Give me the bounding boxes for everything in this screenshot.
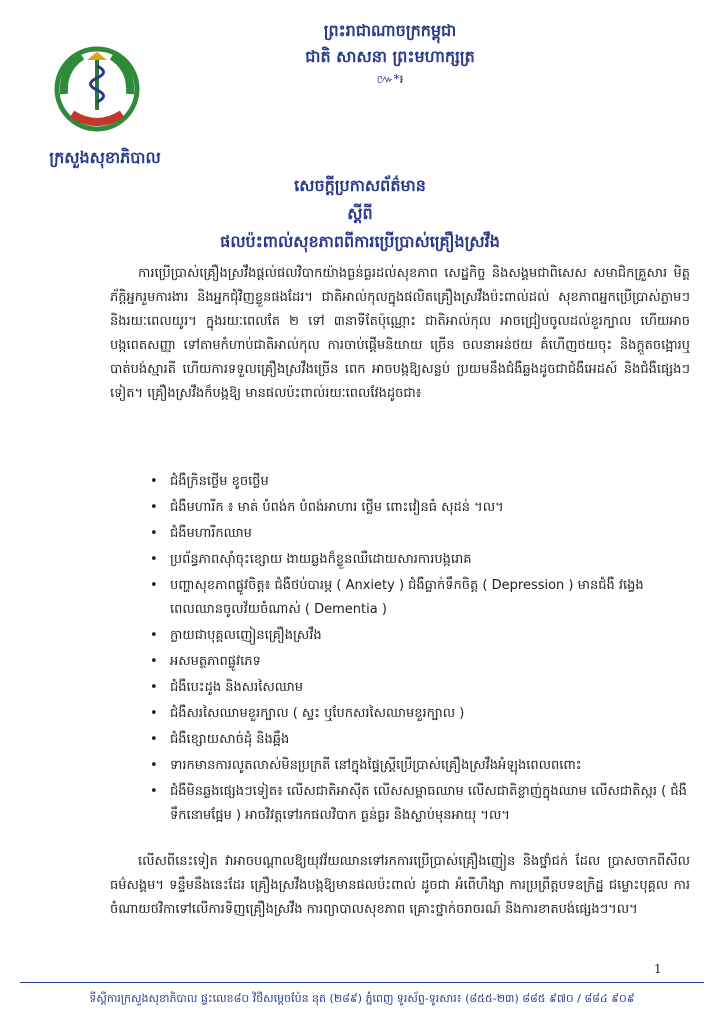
closing-paragraph — [110, 850, 690, 922]
header-ornament: ៚*៛ — [376, 72, 404, 86]
ministry-name: ក្រសួងសុខាភិបាល — [49, 148, 161, 167]
intro-paragraph — [110, 262, 690, 406]
list-item: • ជំងឺខ្សោយសាច់ដុំ និងឆ្អឹង — [150, 728, 690, 752]
list-item: • ជំងឺក្រិនថ្លើម ខូចថ្លើម — [150, 470, 690, 494]
list-item: • ប្រព័ន្ធភាពស៊ាំចុះខ្សោយ ងាយឆ្លងក៏ខ្លួនឈឺដោយសារការបង្ករោគ — [150, 548, 690, 572]
list-item: • ជំងឺសរសៃឈាមខួរក្បាល ( ស្ទះ ឬបែកសរសៃឈាមខួរក្បាល ) — [150, 702, 690, 726]
title-line-1: សេចក្ដីប្រកាសព័ត៌មាន — [294, 176, 426, 195]
ministry-logo-icon — [52, 44, 142, 134]
intro-text: ការប្រើប្រាស់គ្រឿងស្រវឹងផ្ដល់ផលវិបាកយ៉ាងធ្ងន់ធ្ងរដល់សុខភាព សេដ្ឋកិច្ច និងសង្គមជាពិសេស សមាជិកគ្រួសារ មិត្តភ័ក្តិអ្នករួមការងារ និងអ្នកជុំវិញខ្លួនផងដែរ។ ជាតិអាល់កុលក្នុងផលិតគ្រឿងស្រវឹងប៉ះពាល់ដល់ សុខភាពអ្នកប្រើប្រាស់ភ្លាមៗ និងរយៈពេលយូរ។ ក្នុងរយៈពេលតែ ២ ទៅ ៣នាទីតែប៉ុណ្ណោះ ជាតិអាល់កុល អាចជ្រៀបចូលដល់ខួរក្បាល ហើយអាចបង្កពេតសញ្ញា ទៅតាមកំហាប់ជាតិអាល់កុល ការចាប់ផ្ដើមនិយាយ ច្រើន ចលនាអន់ថយ គំហើញថយចុះ និងក្តួតចង្អោរឬបាត់បង់ស្មារតី ហើយការទទួលគ្រឿងស្រវឹងច្រើន ពេក អាចបង្កឱ្យសន្លប់ ប្រយមនឹងជំងឺឆ្លងដូចជាជំងឺអេដស៍ និងជំងឺផ្សេងៗទៀត។ គ្រឿងស្រវឹងក៏បង្កឱ្យ មានផលប៉ះពាល់រយៈពេលវែងដូចជា៖ — [110, 266, 690, 401]
closing-text: លើសពីនេះទៀត វាអាចបណ្ដាលឱ្យយុវវ័យឈានទៅរកការប្រើប្រាស់គ្រឿងញៀន និងថ្នាំជក់ ដែល ប្រាសចាកពីសីលធម៌សង្គម។ ទន្ទឹមនឹងនេះដែរ គ្រឿងស្រវឹងបង្កឱ្យមានផលប៉ះពាល់ ដូចជា អំពើហឹង្សា ការប្រព្រឹត្តបទឧក្រិដ្ឋ ជម្លោះបុគ្គល ការចំណាយថវិកាទៅលើការទិញគ្រឿងស្រវឹង ការព្យាបាលសុខភាព គ្រោះថ្នាក់ចរាចរណ៍ និងការខាតបង់ផ្សេងៗ។ល។ — [110, 854, 690, 917]
page-number: 1 — [654, 962, 662, 976]
list-item: • អសមត្ថភាពផ្លូវភេទ — [150, 650, 690, 674]
kingdom-title: ព្រះរាជាណាចក្រកម្ពុជា — [323, 21, 457, 40]
list-item: • ទារកមានការលូតលាស់មិនប្រក្រតី នៅក្នុងផ្ទៃស្ត្រីប្រើប្រាស់គ្រឿងស្រវឹងអំឡុងពេលពពោះ — [150, 754, 690, 778]
list-item: • ជំងឺមិនឆ្លងផ្សេងៗទៀត៖ លើសជាតិអាស៊ីត លើសសម្ពាធឈាម លើសជាតិខ្លាញ់ក្នុងឈាម លើសជាតិស្ករ ( ជំងឺទឹកនោមផ្អែម ) អាចវិវត្តទៅរកផលវិបាក ធ្ងន់ធ្ងរ និងស្លាប់មុនអាយុ ។ល។ — [150, 780, 690, 828]
effects-list — [150, 470, 690, 830]
document-title — [160, 172, 560, 256]
footer-address: ទីស្តីការក្រសួងសុខាភិបាល ផ្ទះលេខ៨០ វិថីសម្ដេចប៉ែន នុត (២៨៩) ភ្នំពេញ ទូរស័ព្ទ-ទូរសារ៖ (៨៥៥-២៣) ៨៨៥ ៩៧០ / ៨៨៤ ៩០៩ — [89, 992, 635, 1005]
list-item: • ជំងឺបេះដូង និងសរសៃឈាម — [150, 676, 690, 700]
national-header — [240, 18, 540, 88]
national-motto: ជាតិ សាសនា ព្រះមហាក្សត្រ — [305, 47, 475, 66]
title-line-2: ស្ដីពី — [347, 204, 373, 223]
list-item: • បញ្ហាសុខភាពផ្លូវចិត្ត៖ ជំងឺថប់បារម្ភ ( Anxiety ) ជំងឺធ្លាក់ទឹកចិត្ត ( Depression ) មានជំងឺ វង្វេងពេលឈានចូលវ័យចំណាស់ ( Dementia ) — [150, 574, 690, 622]
list-item: • ជំងឺមហារីក ៖ មាត់ បំពង់ក បំពង់អាហារ ថ្លើម ពោះវៀនធំ សុដន់ ។ល។ — [150, 496, 690, 520]
footer-divider — [20, 982, 704, 983]
list-item: • ជំងឺមហារីកឈាម — [150, 522, 690, 546]
title-line-3: ផលប៉ះពាល់សុខភាពពីការប្រើប្រាស់គ្រឿងស្រវឹង — [220, 232, 500, 251]
list-item: • ក្លាយជាបុគ្គលញៀនគ្រឿងស្រវឹង — [150, 624, 690, 648]
